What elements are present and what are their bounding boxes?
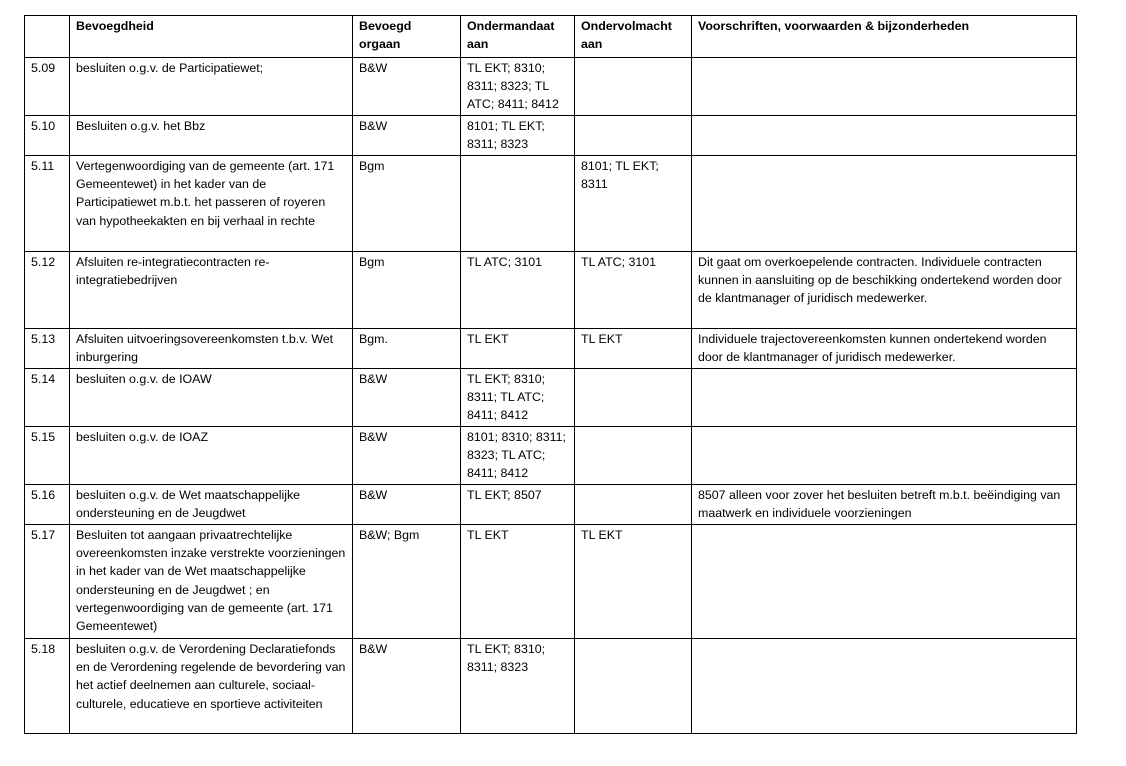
orgaan-cell: Bgm: [353, 252, 461, 329]
header-row: [25, 16, 1077, 58]
ondervolmacht-cell: TL EKT: [575, 525, 692, 639]
bevoegdheid-cell: besluiten o.g.v. de Participatiewet;: [70, 58, 353, 116]
ondervolmacht-cell: [575, 116, 692, 156]
orgaan-cell: B&W: [353, 427, 461, 485]
bevoegdheid-cell: Besluiten tot aangaan privaatrechtelijke overeenkomsten inzake verstrekte voorzieningen in het kader van de Wet maatschappelijke ondersteuning en de Jeugdwet ; en vertegenwoordiging van de gemeente (art. 171 Gemeentewet): [70, 525, 353, 639]
orgaan-cell: B&W: [353, 58, 461, 116]
row-number: 5.18: [25, 639, 70, 734]
voorschriften-cell: [692, 369, 1077, 427]
ondermandaat-cell: [461, 156, 575, 252]
table-row: [25, 639, 1077, 734]
row-number: 5.15: [25, 427, 70, 485]
row-number: 5.10: [25, 116, 70, 156]
orgaan-cell: B&W; Bgm: [353, 525, 461, 639]
ondermandaat-cell: TL EKT; 8507: [461, 485, 575, 525]
ondermandaat-cell: TL ATC; 3101: [461, 252, 575, 329]
voorschriften-cell: [692, 116, 1077, 156]
bevoegdheid-cell: Afsluiten uitvoeringsovereenkomsten t.b.v. Wet inburgering: [70, 329, 353, 369]
bevoegdheid-cell: Afsluiten re-integratiecontracten re-integratiebedrijven: [70, 252, 353, 329]
ondermandaat-cell: TL EKT; 8310; 8311; 8323; TL ATC; 8411; 8412: [461, 58, 575, 116]
bevoegdheid-cell: besluiten o.g.v. de IOAZ: [70, 427, 353, 485]
row-number: 5.13: [25, 329, 70, 369]
row-number: 5.12: [25, 252, 70, 329]
bevoegdheid-cell: Vertegenwoordiging van de gemeente (art. 171 Gemeentewet) in het kader van de Participatiewet m.b.t. het passeren of royeren van hypotheekakten en bij verhaal in rechte: [70, 156, 353, 252]
row-number: 5.09: [25, 58, 70, 116]
ondermandaat-cell: TL EKT: [461, 525, 575, 639]
orgaan-cell: B&W: [353, 485, 461, 525]
ondermandaat-cell: 8101; TL EKT; 8311; 8323: [461, 116, 575, 156]
orgaan-cell: B&W: [353, 639, 461, 734]
row-number: 5.14: [25, 369, 70, 427]
orgaan-cell: Bgm.: [353, 329, 461, 369]
table-row: [25, 525, 1077, 639]
header-num: [25, 16, 70, 58]
voorschriften-cell: 8507 alleen voor zover het besluiten betreft m.b.t. beëindiging van maatwerk en individuele voorzieningen: [692, 485, 1077, 525]
orgaan-cell: Bgm: [353, 156, 461, 252]
header-bevoegdheid: Bevoegdheid: [70, 16, 353, 58]
ondervolmacht-cell: TL ATC; 3101: [575, 252, 692, 329]
row-number: 5.11: [25, 156, 70, 252]
ondervolmacht-cell: [575, 58, 692, 116]
ondervolmacht-cell: [575, 369, 692, 427]
header-ondermandaat: Ondermandaat aan: [461, 16, 575, 58]
table-row: [25, 252, 1077, 329]
voorschriften-cell: [692, 639, 1077, 734]
voorschriften-cell: [692, 58, 1077, 116]
bevoegdheid-cell: besluiten o.g.v. de Wet maatschappelijke ondersteuning en de Jeugdwet: [70, 485, 353, 525]
table-row: [25, 58, 1077, 116]
table-row: [25, 427, 1077, 485]
ondermandaat-cell: TL EKT; 8310; 8311; TL ATC; 8411; 8412: [461, 369, 575, 427]
bevoegdheid-cell: besluiten o.g.v. de Verordening Declaratiefonds en de Verordening regelende de bevordering van het actief deelnemen aan culturele, sociaal-culturele, educatieve en sportieve activiteiten: [70, 639, 353, 734]
orgaan-cell: B&W: [353, 369, 461, 427]
ondervolmacht-cell: [575, 427, 692, 485]
ondervolmacht-cell: TL EKT: [575, 329, 692, 369]
header-voorschriften: Voorschriften, voorwaarden & bijzonderheden: [692, 16, 1077, 58]
orgaan-cell: B&W: [353, 116, 461, 156]
ondermandaat-cell: TL EKT; 8310; 8311; 8323: [461, 639, 575, 734]
bevoegdheid-cell: besluiten o.g.v. de IOAW: [70, 369, 353, 427]
header-orgaan: Bevoegd orgaan: [353, 16, 461, 58]
voorschriften-cell: Dit gaat om overkoepelende contracten. Individuele contracten kunnen in aansluiting op de beschikking ondertekend worden door de klantmanager of juridisch medewerker.: [692, 252, 1077, 329]
ondermandaat-cell: TL EKT: [461, 329, 575, 369]
voorschriften-cell: [692, 525, 1077, 639]
ondervolmacht-cell: [575, 485, 692, 525]
voorschriften-cell: [692, 427, 1077, 485]
voorschriften-cell: Individuele trajectovereenkomsten kunnen ondertekend worden door de klantmanager of juridisch medewerker.: [692, 329, 1077, 369]
table-row: [25, 156, 1077, 252]
voorschriften-cell: [692, 156, 1077, 252]
table-row: [25, 485, 1077, 525]
row-number: 5.17: [25, 525, 70, 639]
table-row: [25, 369, 1077, 427]
row-number: 5.16: [25, 485, 70, 525]
ondervolmacht-cell: [575, 639, 692, 734]
ondermandaat-cell: 8101; 8310; 8311; 8323; TL ATC; 8411; 8412: [461, 427, 575, 485]
bevoegdheid-cell: Besluiten o.g.v. het Bbz: [70, 116, 353, 156]
mandate-table: [24, 15, 1077, 734]
table-row: [25, 116, 1077, 156]
ondervolmacht-cell: 8101; TL EKT; 8311: [575, 156, 692, 252]
header-ondervolmacht: Ondervolmacht aan: [575, 16, 692, 58]
table-row: [25, 329, 1077, 369]
